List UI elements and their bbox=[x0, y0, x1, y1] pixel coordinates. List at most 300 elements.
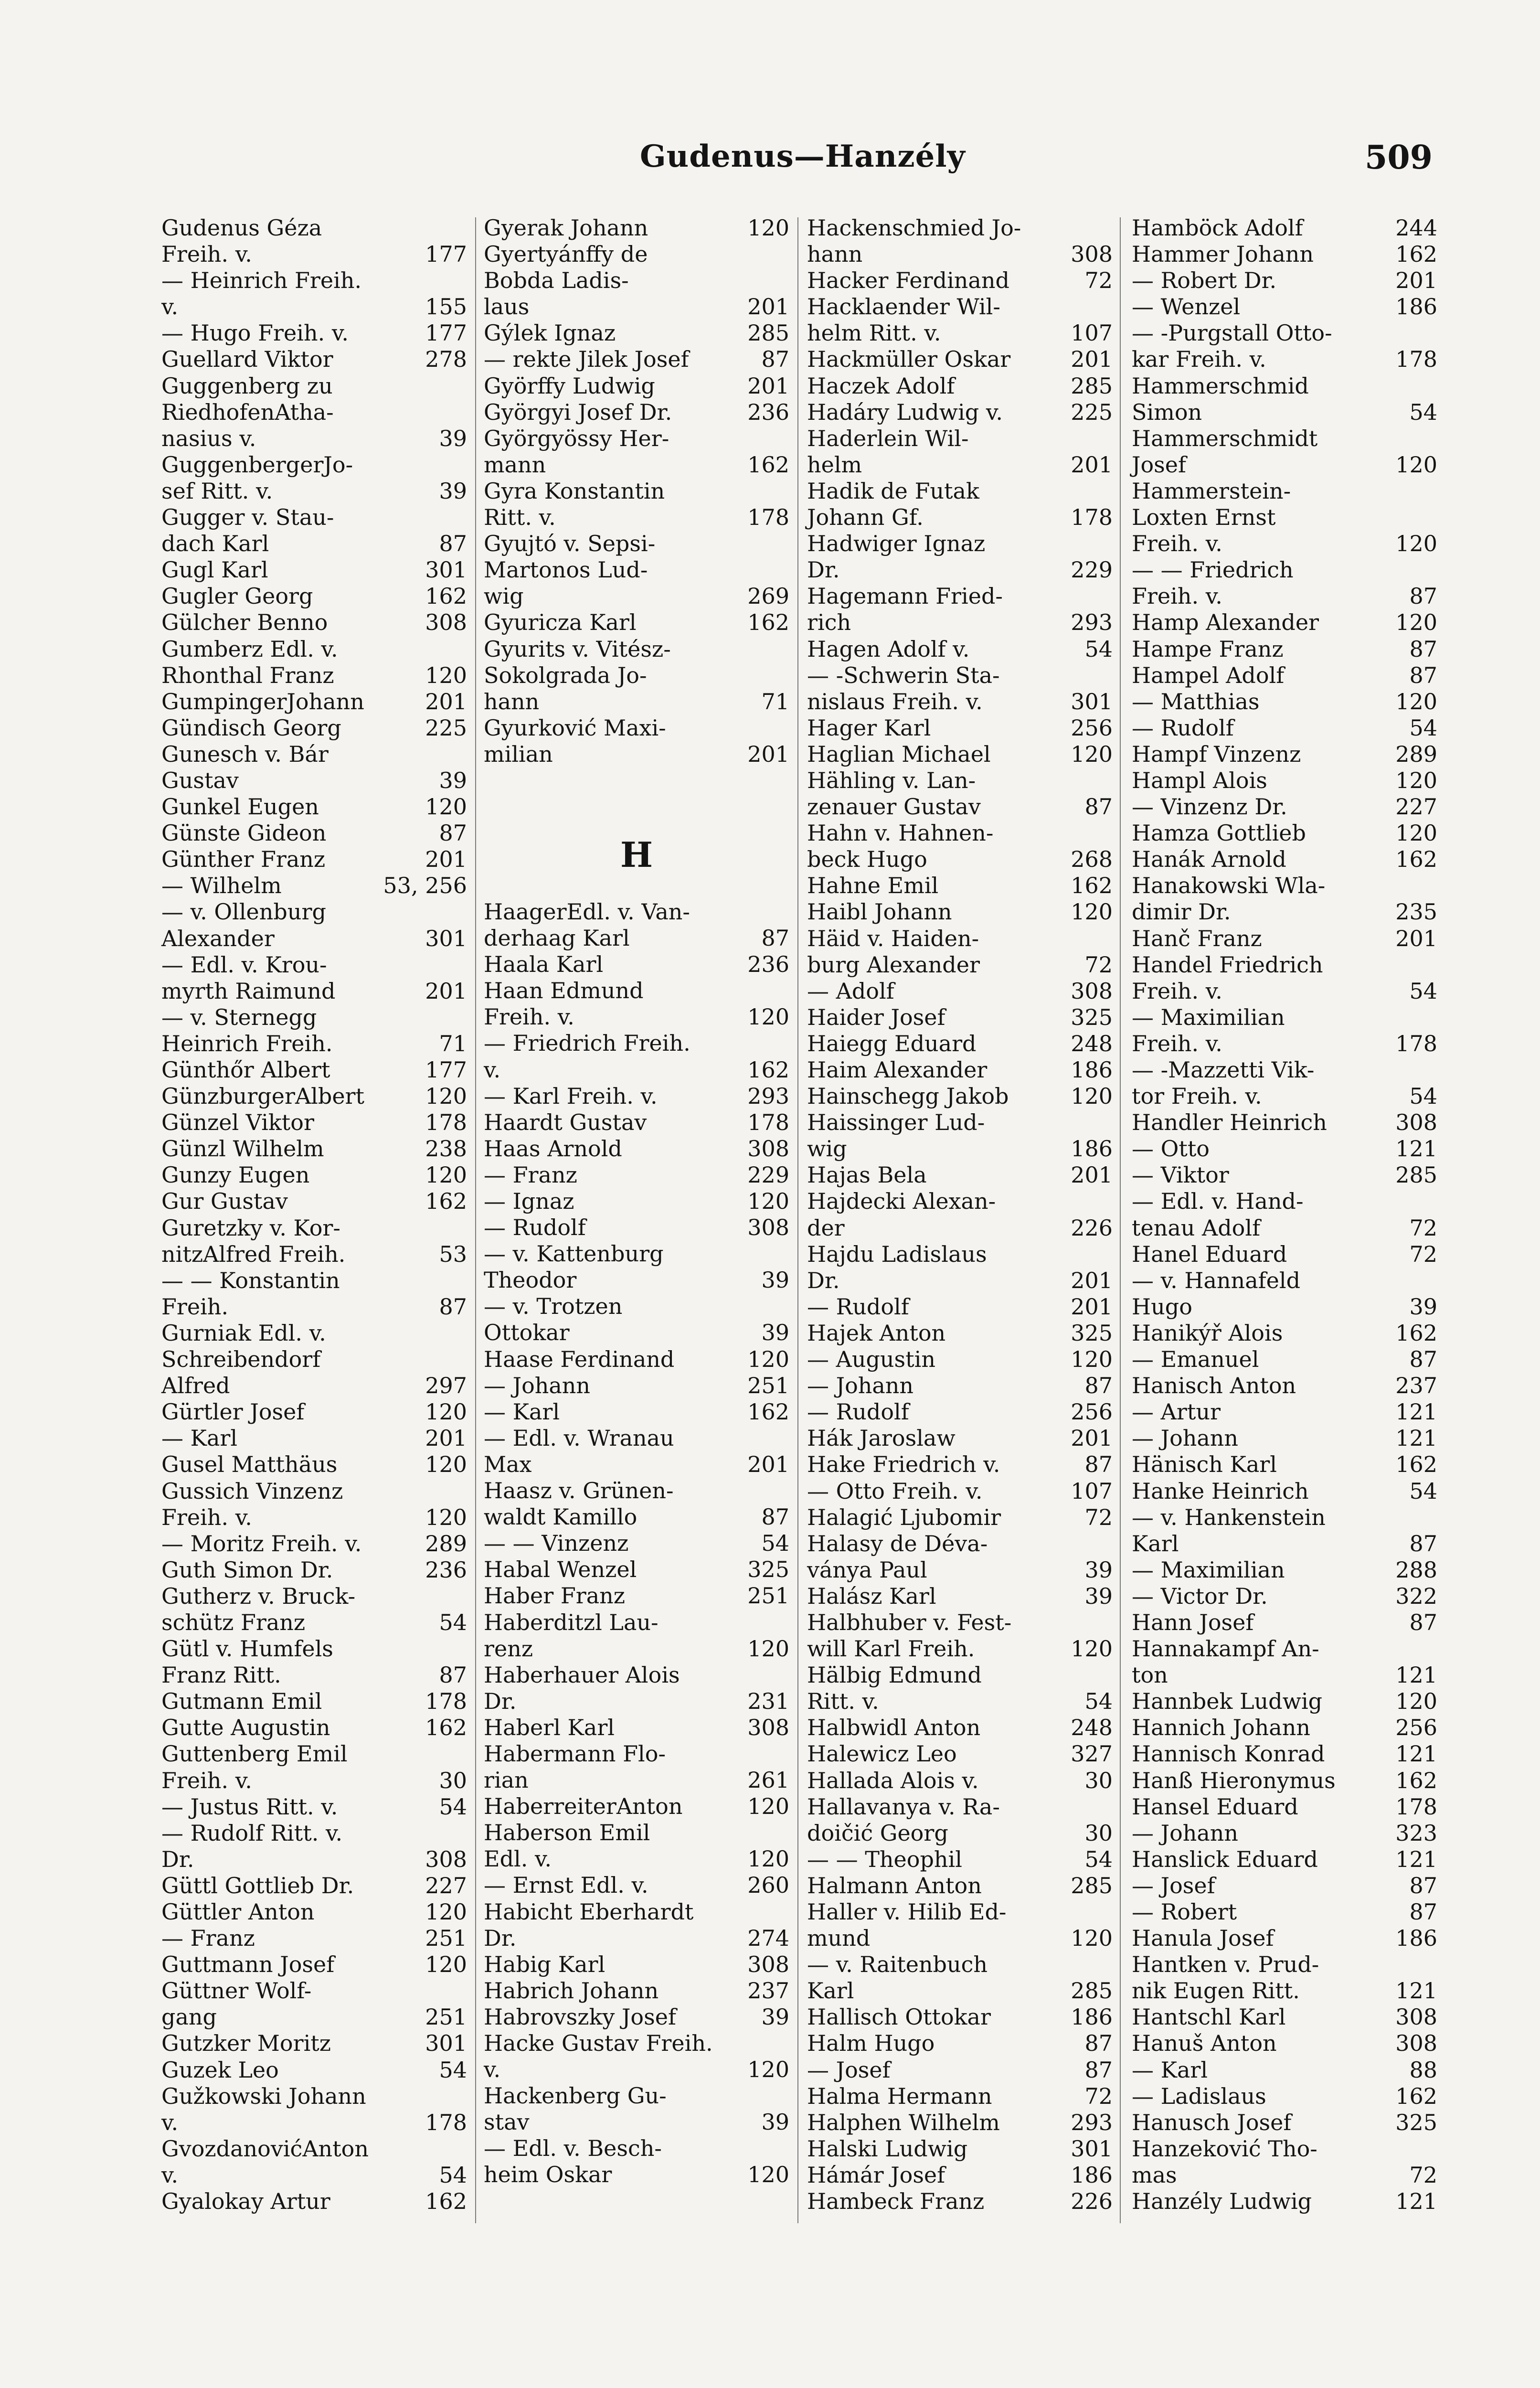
index-entry bbox=[161, 1688, 467, 1715]
index-entry bbox=[1132, 320, 1437, 346]
entry-page-ref: 201 bbox=[1071, 451, 1113, 478]
index-entry bbox=[1132, 768, 1437, 794]
entry-page-ref: 162 bbox=[747, 1056, 789, 1083]
entry-name: Günste Gideon bbox=[161, 820, 327, 846]
index-entry bbox=[1132, 1583, 1437, 1610]
index-entry bbox=[161, 1162, 467, 1188]
entry-page-ref: 325 bbox=[747, 1556, 789, 1583]
index-entry bbox=[484, 1109, 789, 1136]
entry-page-ref: 71 bbox=[761, 688, 789, 714]
entry-page-ref: 229 bbox=[1071, 557, 1113, 583]
entry-page-ref: 301 bbox=[425, 557, 467, 583]
index-entry bbox=[807, 1162, 1113, 1188]
index-entry bbox=[484, 925, 789, 951]
entry-name: Johann Gf. bbox=[807, 504, 924, 531]
entry-name: nik Eugen Ritt. bbox=[1132, 1978, 1300, 2004]
index-entry bbox=[161, 1820, 467, 1846]
index-entry bbox=[1132, 452, 1437, 478]
index-entry bbox=[807, 794, 1113, 820]
index-entry bbox=[1132, 636, 1437, 662]
entry-name: — Matthias bbox=[1132, 688, 1260, 714]
index-entry bbox=[1132, 1425, 1437, 1451]
index-entry bbox=[1132, 1768, 1437, 1794]
entry-name: Edl. v. bbox=[484, 1846, 552, 1872]
entry-name: rich bbox=[807, 609, 851, 636]
entry-name: Halphen Wilhelm bbox=[807, 2109, 1000, 2135]
index-entry bbox=[161, 1557, 467, 1583]
index-entry bbox=[1132, 1531, 1437, 1557]
entry-page-ref: 308 bbox=[425, 609, 467, 636]
index-entry bbox=[1132, 1373, 1437, 1399]
entry-name: Haider Josef bbox=[807, 1004, 945, 1030]
index-entry bbox=[1132, 873, 1437, 899]
index-entry bbox=[1132, 1504, 1437, 1531]
index-entry bbox=[161, 1768, 467, 1794]
index-entry bbox=[1132, 1925, 1437, 1951]
entry-name: Theodor bbox=[484, 1267, 577, 1293]
entry-name: Karl bbox=[1132, 1530, 1179, 1556]
index-entry bbox=[807, 873, 1113, 899]
entry-name: Haller v. Hilib Ed- bbox=[807, 1899, 1007, 1925]
entry-name: Günthőr Albert bbox=[161, 1057, 330, 1083]
entry-page-ref: 186 bbox=[1071, 2004, 1113, 2030]
index-entry bbox=[161, 1951, 467, 1978]
entry-name: Günther Franz bbox=[161, 846, 326, 873]
index-entry bbox=[807, 294, 1113, 320]
index-entry bbox=[1132, 1978, 1437, 2004]
entry-name: — v. Hannafeld bbox=[1132, 1267, 1301, 1293]
entry-page-ref: 237 bbox=[1395, 1373, 1437, 1399]
index-entry bbox=[484, 899, 789, 925]
entry-page-ref: 120 bbox=[425, 662, 467, 688]
index-entry bbox=[807, 1399, 1113, 1425]
entry-name: GumpingerJohann bbox=[161, 688, 364, 714]
index-entry bbox=[484, 1556, 789, 1583]
entry-name: Handler Heinrich bbox=[1132, 1109, 1327, 1136]
index-entry bbox=[484, 1662, 789, 1688]
entry-name: Hackenschmied Jo- bbox=[807, 215, 1021, 241]
entry-name: — Edl. v. Wranau bbox=[484, 1425, 674, 1451]
entry-name: mund bbox=[807, 1925, 871, 1951]
entry-page-ref: 231 bbox=[747, 1688, 789, 1714]
entry-name: Freih. v. bbox=[484, 1004, 574, 1030]
entry-name: Gündisch Georg bbox=[161, 714, 341, 741]
entry-name: HaberreiterAnton bbox=[484, 1793, 683, 1820]
entry-name: tenau Adolf bbox=[1132, 1215, 1261, 1241]
entry-page-ref: 107 bbox=[1071, 1478, 1113, 1504]
entry-page-ref: 39 bbox=[1084, 1556, 1113, 1583]
entry-name: gang bbox=[161, 2004, 217, 2030]
index-entry bbox=[161, 2136, 467, 2162]
index-entry bbox=[807, 1031, 1113, 1057]
index-entry bbox=[807, 2004, 1113, 2030]
entry-name: Gutte Augustin bbox=[161, 1715, 330, 1741]
entry-page-ref: 120 bbox=[747, 1635, 789, 1662]
entry-page-ref: 308 bbox=[1395, 1109, 1437, 1136]
entry-name: — Ladislaus bbox=[1132, 2083, 1266, 2109]
entry-name: Dr. bbox=[807, 1267, 840, 1293]
entry-name: Halász Karl bbox=[807, 1583, 936, 1609]
entry-page-ref: 71 bbox=[439, 1030, 467, 1056]
entry-name: — Josef bbox=[807, 2057, 891, 2083]
entry-name: Gunzy Eugen bbox=[161, 1162, 310, 1188]
entry-name: — Josef bbox=[1132, 1872, 1215, 1898]
index-entry bbox=[1132, 346, 1437, 373]
index-entry bbox=[1132, 1083, 1437, 1109]
entry-page-ref: 120 bbox=[747, 215, 789, 241]
index-entry bbox=[1132, 1951, 1437, 1978]
entry-name: Güttner Wolf- bbox=[161, 1978, 312, 2004]
index-entry bbox=[484, 1583, 789, 1609]
index-entry bbox=[807, 2162, 1113, 2188]
index-entry bbox=[161, 1451, 467, 1478]
entry-name: Gunkel Eugen bbox=[161, 794, 319, 820]
entry-name: — Edl. v. Krou- bbox=[161, 951, 327, 978]
entry-page-ref: 162 bbox=[1395, 2083, 1437, 2109]
entry-page-ref: 201 bbox=[1071, 346, 1113, 373]
index-entry bbox=[161, 926, 467, 952]
entry-page-ref: 201 bbox=[747, 294, 789, 320]
index-entry bbox=[161, 1268, 467, 1294]
entry-name: Dr. bbox=[807, 557, 840, 583]
entry-name: — v. Ollenburg bbox=[161, 899, 326, 925]
entry-page-ref: 177 bbox=[425, 241, 467, 267]
index-entry bbox=[1132, 1320, 1437, 1346]
entry-name: Gurniak Edl. v. bbox=[161, 1320, 326, 1346]
index-entry bbox=[807, 1109, 1113, 1136]
entry-name: — Franz bbox=[161, 1925, 255, 1951]
index-entry bbox=[1132, 1820, 1437, 1846]
index-entry bbox=[161, 1031, 467, 1057]
entry-page-ref: 39 bbox=[439, 478, 467, 504]
index-entry bbox=[807, 1320, 1113, 1346]
index-entry bbox=[161, 2110, 467, 2136]
index-entry bbox=[161, 1478, 467, 1504]
index-entry bbox=[807, 1057, 1113, 1083]
entry-name: GünzburgerAlbert bbox=[161, 1083, 365, 1109]
entry-name: Gürtler Josef bbox=[161, 1399, 305, 1425]
index-entry bbox=[484, 452, 789, 478]
index-entry bbox=[807, 1925, 1113, 1951]
entry-page-ref: 87 bbox=[1084, 794, 1113, 820]
entry-page-ref: 201 bbox=[1071, 1293, 1113, 1320]
entry-page-ref: 121 bbox=[1395, 1399, 1437, 1425]
entry-name: — v. Sternegg bbox=[161, 1004, 317, 1030]
index-entry bbox=[807, 399, 1113, 426]
index-entry bbox=[807, 2188, 1113, 2215]
index-entry bbox=[484, 1451, 789, 1478]
entry-name: — Rudolf bbox=[807, 1399, 909, 1425]
index-entry bbox=[1132, 1557, 1437, 1583]
index-entry bbox=[484, 1767, 789, 1793]
index-entry bbox=[1132, 1136, 1437, 1162]
entry-page-ref: 87 bbox=[1409, 636, 1437, 662]
entry-page-ref: 308 bbox=[747, 1714, 789, 1740]
entry-page-ref: 308 bbox=[747, 1951, 789, 1977]
entry-name: Martonos Lud- bbox=[484, 557, 648, 583]
entry-name: Hantken v. Prud- bbox=[1132, 1951, 1319, 1978]
entry-name: — Adolf bbox=[807, 978, 894, 1004]
entry-name: Hansel Eduard bbox=[1132, 1793, 1298, 1820]
entry-name: Hák Jaroslaw bbox=[807, 1425, 956, 1451]
entry-name: — Edl. v. Hand- bbox=[1132, 1188, 1304, 1215]
entry-name: Güttl Gottlieb Dr. bbox=[161, 1872, 354, 1898]
entry-page-ref: 120 bbox=[1071, 741, 1113, 767]
index-entry bbox=[484, 689, 789, 715]
index-entry bbox=[161, 1925, 467, 1951]
entry-name: — Rudolf Ritt. v. bbox=[161, 1820, 343, 1846]
entry-name: Gudenus Géza bbox=[161, 215, 322, 241]
entry-name: Freih. v. bbox=[161, 1767, 252, 1793]
index-entry bbox=[807, 1951, 1113, 1978]
entry-name: — Wilhelm bbox=[161, 873, 282, 899]
index-entry bbox=[484, 978, 789, 1004]
index-entry bbox=[484, 1530, 789, 1556]
entry-name: — Otto Freih. v. bbox=[807, 1478, 983, 1504]
entry-name: Hallavanya v. Ra- bbox=[807, 1793, 1000, 1820]
index-entry bbox=[807, 1215, 1113, 1241]
entry-name: Halski Ludwig bbox=[807, 2135, 968, 2162]
index-entry bbox=[161, 794, 467, 820]
index-entry bbox=[1132, 1846, 1437, 1873]
index-entry bbox=[807, 952, 1113, 978]
entry-page-ref: 186 bbox=[1395, 1925, 1437, 1951]
entry-name: Györffy Ludwig bbox=[484, 373, 655, 399]
entry-page-ref: 178 bbox=[747, 1109, 789, 1135]
entry-page-ref: 53 bbox=[439, 1241, 467, 1267]
index-entry bbox=[1132, 1873, 1437, 1899]
entry-name: Dr. bbox=[484, 1688, 517, 1714]
entry-page-ref: 120 bbox=[425, 1504, 467, 1530]
index-entry bbox=[807, 478, 1113, 504]
entry-page-ref: 278 bbox=[425, 346, 467, 373]
entry-name: Hampel Adolf bbox=[1132, 662, 1285, 688]
entry-page-ref: 301 bbox=[425, 925, 467, 951]
entry-page-ref: 289 bbox=[1395, 741, 1437, 767]
index-entry bbox=[161, 1215, 467, 1241]
entry-name: ványa Paul bbox=[807, 1556, 927, 1583]
entry-page-ref: 121 bbox=[1395, 1741, 1437, 1767]
entry-name: GvozdanovićAnton bbox=[161, 2135, 369, 2162]
index-entry bbox=[161, 215, 467, 241]
entry-page-ref: 162 bbox=[425, 1715, 467, 1741]
index-entry bbox=[807, 1346, 1113, 1373]
index-entry bbox=[161, 741, 467, 768]
entry-name: derhaag Karl bbox=[484, 925, 630, 951]
entry-name: Alexander bbox=[161, 925, 275, 951]
entry-page-ref: 308 bbox=[747, 1215, 789, 1241]
entry-name: Hammer Johann bbox=[1132, 241, 1314, 267]
entry-name: Hamböck Adolf bbox=[1132, 215, 1303, 241]
index-column-4 bbox=[1132, 215, 1437, 2215]
entry-name: v. bbox=[484, 1056, 501, 1083]
index-entry bbox=[484, 715, 789, 741]
entry-name: Haiegg Eduard bbox=[807, 1030, 977, 1056]
entry-name: — Karl bbox=[161, 1425, 238, 1451]
entry-name: — Augustin bbox=[807, 1346, 935, 1373]
index-entry bbox=[484, 1820, 789, 1846]
index-entry bbox=[484, 951, 789, 978]
entry-name: Gustav bbox=[161, 767, 239, 793]
index-entry bbox=[1132, 1294, 1437, 1320]
index-entry bbox=[1132, 1057, 1437, 1083]
entry-page-ref: 162 bbox=[1395, 846, 1437, 873]
entry-page-ref: 251 bbox=[747, 1583, 789, 1609]
index-entry bbox=[1132, 1215, 1437, 1241]
index-entry bbox=[807, 1978, 1113, 2004]
index-entry bbox=[1132, 1715, 1437, 1741]
entry-name: Haber Franz bbox=[484, 1583, 626, 1609]
entry-page-ref: 87 bbox=[1409, 1609, 1437, 1635]
index-entry bbox=[161, 873, 467, 899]
entry-name: Simon bbox=[1132, 399, 1202, 425]
entry-name: nislaus Freih. v. bbox=[807, 688, 983, 714]
entry-page-ref: 325 bbox=[1071, 1320, 1113, 1346]
index-entry bbox=[807, 609, 1113, 636]
entry-page-ref: 186 bbox=[1071, 1057, 1113, 1083]
entry-name: v. bbox=[161, 2162, 179, 2188]
entry-page-ref: 120 bbox=[1395, 609, 1437, 636]
entry-page-ref: 120 bbox=[747, 1793, 789, 1820]
entry-name: Hajdu Ladislaus bbox=[807, 1241, 987, 1267]
index-entry bbox=[161, 768, 467, 794]
entry-name: Hampf Vinzenz bbox=[1132, 741, 1301, 767]
index-entry bbox=[161, 1873, 467, 1899]
index-entry bbox=[484, 399, 789, 426]
entry-name: Guggenberg zu bbox=[161, 373, 333, 399]
index-entry bbox=[1132, 2004, 1437, 2030]
index-entry bbox=[161, 320, 467, 346]
entry-name: helm Ritt. v. bbox=[807, 320, 941, 346]
entry-page-ref: 87 bbox=[439, 820, 467, 846]
index-entry bbox=[807, 1504, 1113, 1531]
entry-name: Freih. v. bbox=[161, 1504, 252, 1530]
index-entry bbox=[807, 978, 1113, 1004]
entry-page-ref: 236 bbox=[747, 951, 789, 978]
entry-name: Franz Ritt. bbox=[161, 1662, 281, 1688]
entry-page-ref: 121 bbox=[1395, 1978, 1437, 2004]
entry-name: Hager Karl bbox=[807, 714, 931, 741]
entry-page-ref: 87 bbox=[1084, 1451, 1113, 1478]
index-entry bbox=[807, 1478, 1113, 1504]
entry-page-ref: 120 bbox=[425, 1451, 467, 1478]
index-entry bbox=[484, 426, 789, 452]
index-entry bbox=[484, 609, 789, 636]
index-entry bbox=[161, 452, 467, 478]
index-entry bbox=[807, 241, 1113, 267]
index-entry bbox=[161, 2188, 467, 2215]
entry-name: Hackmüller Oskar bbox=[807, 346, 1011, 373]
entry-name: mann bbox=[484, 451, 546, 478]
index-entry bbox=[807, 1846, 1113, 1873]
entry-name: — -Schwerin Sta- bbox=[807, 662, 1000, 688]
index-entry bbox=[1132, 583, 1437, 609]
index-entry bbox=[484, 1188, 789, 1215]
entry-name: Haim Alexander bbox=[807, 1057, 988, 1083]
entry-name: Dr. bbox=[161, 1846, 194, 1872]
index-entry bbox=[807, 1715, 1113, 1741]
index-entry bbox=[807, 1662, 1113, 1688]
entry-name: — Rudolf bbox=[1132, 714, 1234, 741]
index-entry bbox=[807, 1531, 1113, 1557]
index-entry bbox=[484, 1872, 789, 1898]
entry-page-ref: 235 bbox=[1395, 899, 1437, 925]
entry-name: — Wenzel bbox=[1132, 294, 1241, 320]
index-entry bbox=[484, 1346, 789, 1373]
entry-page-ref: 178 bbox=[425, 1109, 467, 1136]
entry-name: — Robert Dr. bbox=[1132, 267, 1277, 294]
entry-name: Haberditzl Lau- bbox=[484, 1609, 658, 1635]
entry-name: Hampe Franz bbox=[1132, 636, 1284, 662]
index-entry bbox=[484, 557, 789, 583]
entry-name: der bbox=[807, 1215, 845, 1241]
index-entry bbox=[807, 1425, 1113, 1451]
index-column-1 bbox=[161, 215, 467, 2215]
entry-page-ref: 301 bbox=[1071, 688, 1113, 714]
entry-name: Gyra Konstantin bbox=[484, 478, 665, 504]
entry-name: Freih. v. bbox=[1132, 1030, 1222, 1056]
entry-page-ref: 120 bbox=[425, 1899, 467, 1925]
entry-page-ref: 308 bbox=[425, 1846, 467, 1872]
entry-page-ref: 323 bbox=[1395, 1820, 1437, 1846]
index-entry bbox=[807, 1741, 1113, 1767]
entry-name: ton bbox=[1132, 1662, 1168, 1688]
entry-name: — Johann bbox=[1132, 1820, 1239, 1846]
entry-page-ref: 39 bbox=[1409, 1293, 1437, 1320]
entry-page-ref: 260 bbox=[747, 1872, 789, 1898]
entry-page-ref: 325 bbox=[1395, 2109, 1437, 2135]
entry-name: rian bbox=[484, 1767, 529, 1793]
index-entry bbox=[161, 1794, 467, 1820]
entry-name: Ritt. v. bbox=[484, 504, 556, 531]
entry-page-ref: 54 bbox=[1409, 978, 1437, 1004]
index-entry bbox=[161, 2083, 467, 2110]
index-entry bbox=[484, 294, 789, 320]
entry-name: Hanel Eduard bbox=[1132, 1241, 1287, 1267]
entry-page-ref: 162 bbox=[747, 451, 789, 478]
entry-name: Gütl v. Humfels bbox=[161, 1636, 333, 1662]
entry-name: Gugl Karl bbox=[161, 557, 268, 583]
entry-name: Hannisch Konrad bbox=[1132, 1741, 1325, 1767]
entry-page-ref: 251 bbox=[747, 1372, 789, 1398]
entry-name: Hallisch Ottokar bbox=[807, 2004, 991, 2030]
entry-name: Habermann Flo- bbox=[484, 1740, 666, 1767]
entry-page-ref: 120 bbox=[425, 794, 467, 820]
entry-page-ref: 285 bbox=[1071, 1978, 1113, 2004]
entry-page-ref: 120 bbox=[1395, 767, 1437, 793]
index-entry bbox=[161, 426, 467, 452]
entry-page-ref: 72 bbox=[1409, 1215, 1437, 1241]
entry-name: Guth Simon Dr. bbox=[161, 1556, 333, 1583]
entry-name: — rekte Jilek Josef bbox=[484, 346, 689, 373]
index-entry bbox=[161, 1741, 467, 1767]
entry-name: Haasz v. Grünen- bbox=[484, 1478, 674, 1504]
entry-page-ref: 268 bbox=[1071, 846, 1113, 873]
index-entry bbox=[807, 1899, 1113, 1925]
entry-page-ref: 285 bbox=[1071, 1872, 1113, 1898]
entry-page-ref: 72 bbox=[1409, 1241, 1437, 1267]
entry-name: Schreibendorf bbox=[161, 1346, 321, 1373]
entry-page-ref: 120 bbox=[1395, 451, 1437, 478]
entry-name: — Robert bbox=[1132, 1899, 1237, 1925]
entry-page-ref: 87 bbox=[1084, 2057, 1113, 2083]
entry-page-ref: 288 bbox=[1395, 1556, 1437, 1583]
entry-name: Haberson Emil bbox=[484, 1820, 650, 1846]
entry-name: Sokolgrada Jo- bbox=[484, 662, 647, 688]
entry-name: Hamp Alexander bbox=[1132, 609, 1319, 636]
entry-page-ref: 88 bbox=[1409, 2057, 1437, 2083]
index-entry bbox=[484, 1399, 789, 1425]
